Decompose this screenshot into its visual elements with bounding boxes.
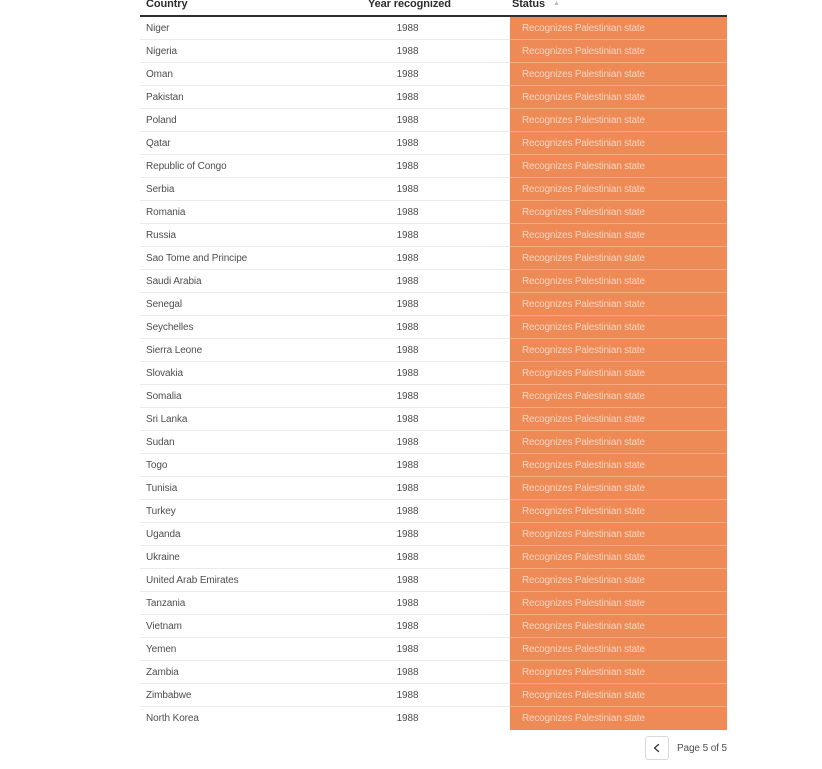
country-cell: Qatar bbox=[140, 132, 368, 155]
country-cell: Sao Tome and Principe bbox=[140, 247, 368, 270]
year-cell: 1988 bbox=[368, 316, 447, 339]
status-badge: Recognizes Palestinian state bbox=[510, 454, 727, 477]
year-cell: 1988 bbox=[368, 661, 447, 684]
table-row bbox=[140, 569, 727, 592]
table-row bbox=[140, 431, 727, 454]
table-row bbox=[140, 17, 727, 40]
table-body bbox=[140, 17, 727, 730]
column-spacer bbox=[447, 431, 510, 454]
table-row bbox=[140, 109, 727, 132]
year-cell: 1988 bbox=[368, 546, 447, 569]
year-cell: 1988 bbox=[368, 615, 447, 638]
country-cell: Togo bbox=[140, 454, 368, 477]
year-cell: 1988 bbox=[368, 523, 447, 546]
table-row bbox=[140, 132, 727, 155]
country-cell: Sri Lanka bbox=[140, 408, 368, 431]
year-cell: 1988 bbox=[368, 247, 447, 270]
column-spacer bbox=[447, 615, 510, 638]
status-badge: Recognizes Palestinian state bbox=[510, 592, 727, 615]
table-row bbox=[140, 40, 727, 63]
status-badge: Recognizes Palestinian state bbox=[510, 500, 727, 523]
country-cell: Zambia bbox=[140, 661, 368, 684]
column-spacer bbox=[447, 86, 510, 109]
page-indicator: Page 5 of 5 bbox=[676, 742, 727, 754]
column-spacer bbox=[447, 362, 510, 385]
column-spacer bbox=[447, 638, 510, 661]
year-cell: 1988 bbox=[368, 224, 447, 247]
column-spacer bbox=[447, 224, 510, 247]
column-spacer bbox=[447, 40, 510, 63]
country-cell: Yemen bbox=[140, 638, 368, 661]
year-cell: 1988 bbox=[368, 569, 447, 592]
previous-page-button[interactable] bbox=[645, 736, 669, 760]
column-spacer bbox=[447, 500, 510, 523]
status-badge: Recognizes Palestinian state bbox=[510, 684, 727, 707]
country-cell: Nigeria bbox=[140, 40, 368, 63]
status-badge: Recognizes Palestinian state bbox=[510, 477, 727, 500]
table-row bbox=[140, 155, 727, 178]
recognition-table bbox=[140, 0, 727, 730]
column-spacer bbox=[447, 247, 510, 270]
year-cell: 1988 bbox=[368, 638, 447, 661]
column-header-year-recognized[interactable]: Year recognized bbox=[368, 0, 451, 10]
chevron-left-icon bbox=[651, 742, 663, 754]
column-spacer bbox=[447, 339, 510, 362]
status-badge: Recognizes Palestinian state bbox=[510, 385, 727, 408]
status-badge: Recognizes Palestinian state bbox=[510, 293, 727, 316]
country-cell: Zimbabwe bbox=[140, 684, 368, 707]
column-spacer bbox=[447, 707, 510, 730]
column-header-status[interactable] bbox=[510, 0, 727, 10]
table-row bbox=[140, 270, 727, 293]
column-spacer bbox=[447, 523, 510, 546]
country-cell: Turkey bbox=[140, 500, 368, 523]
column-spacer bbox=[447, 385, 510, 408]
status-badge: Recognizes Palestinian state bbox=[510, 362, 727, 385]
year-cell: 1988 bbox=[368, 431, 447, 454]
column-spacer bbox=[447, 569, 510, 592]
country-cell: Uganda bbox=[140, 523, 368, 546]
status-badge: Recognizes Palestinian state bbox=[510, 661, 727, 684]
status-badge: Recognizes Palestinian state bbox=[510, 569, 727, 592]
year-cell: 1988 bbox=[368, 339, 447, 362]
status-badge: Recognizes Palestinian state bbox=[510, 408, 727, 431]
table-row bbox=[140, 500, 727, 523]
table-row bbox=[140, 362, 727, 385]
status-badge: Recognizes Palestinian state bbox=[510, 431, 727, 454]
status-badge: Recognizes Palestinian state bbox=[510, 224, 727, 247]
status-badge: Recognizes Palestinian state bbox=[510, 86, 727, 109]
status-badge: Recognizes Palestinian state bbox=[510, 546, 727, 569]
country-cell: Ukraine bbox=[140, 546, 368, 569]
column-spacer bbox=[447, 17, 510, 40]
status-badge: Recognizes Palestinian state bbox=[510, 40, 727, 63]
column-header-country[interactable]: Country bbox=[146, 0, 188, 10]
country-cell: Somalia bbox=[140, 385, 368, 408]
table-row bbox=[140, 178, 727, 201]
column-spacer bbox=[447, 132, 510, 155]
status-badge: Recognizes Palestinian state bbox=[510, 132, 727, 155]
country-cell: Niger bbox=[140, 17, 368, 40]
year-cell: 1988 bbox=[368, 477, 447, 500]
year-cell: 1988 bbox=[368, 293, 447, 316]
status-badge: Recognizes Palestinian state bbox=[510, 109, 727, 132]
status-badge: Recognizes Palestinian state bbox=[510, 201, 727, 224]
country-cell: North Korea bbox=[146, 712, 199, 724]
table-header-row bbox=[140, 0, 727, 17]
country-cell: Tunisia bbox=[140, 477, 368, 500]
year-cell: 1988 bbox=[368, 454, 447, 477]
country-cell: Tanzania bbox=[140, 592, 368, 615]
table-row bbox=[140, 316, 727, 339]
country-cell: Seychelles bbox=[140, 316, 368, 339]
country-cell: Sudan bbox=[140, 431, 368, 454]
status-badge: Recognizes Palestinian state bbox=[510, 638, 727, 661]
table-row bbox=[140, 615, 727, 638]
table-row bbox=[140, 247, 727, 270]
status-badge: Recognizes Palestinian state bbox=[510, 316, 727, 339]
table-row bbox=[140, 339, 727, 362]
status-badge: Recognizes Palestinian state bbox=[510, 17, 727, 40]
table-row bbox=[140, 592, 727, 615]
status-badge: Recognizes Palestinian state bbox=[510, 615, 727, 638]
table-row bbox=[140, 201, 727, 224]
year-cell: 1988 bbox=[368, 40, 447, 63]
sort-ascending-icon: ▲ bbox=[553, 0, 560, 7]
country-cell: Romania bbox=[140, 201, 368, 224]
table-row bbox=[140, 546, 727, 569]
year-cell: 1988 bbox=[368, 109, 447, 132]
column-spacer bbox=[447, 155, 510, 178]
year-cell: 1988 bbox=[368, 86, 447, 109]
table-row bbox=[140, 684, 727, 707]
status-badge: Recognizes Palestinian state bbox=[510, 247, 727, 270]
country-cell: Republic of Congo bbox=[140, 155, 368, 178]
year-cell: 1988 bbox=[368, 63, 447, 86]
column-spacer bbox=[447, 408, 510, 431]
country-cell: Sierra Leone bbox=[140, 339, 368, 362]
table-row bbox=[140, 523, 727, 546]
table-row bbox=[140, 224, 727, 247]
table-row bbox=[140, 454, 727, 477]
table-row bbox=[140, 477, 727, 500]
year-cell: 1988 bbox=[368, 385, 447, 408]
country-cell: United Arab Emirates bbox=[140, 569, 368, 592]
year-cell: 1988 bbox=[368, 684, 447, 707]
status-badge: Recognizes Palestinian state bbox=[510, 523, 727, 546]
table-row bbox=[140, 661, 727, 684]
column-spacer bbox=[447, 454, 510, 477]
column-spacer bbox=[447, 661, 510, 684]
column-spacer bbox=[447, 316, 510, 339]
column-spacer bbox=[447, 178, 510, 201]
pagination bbox=[645, 736, 727, 760]
status-badge: Recognizes Palestinian state bbox=[510, 339, 727, 362]
year-cell: 1988 bbox=[368, 500, 447, 523]
column-header-status-label: Status bbox=[512, 0, 546, 10]
status-badge: Recognizes Palestinian state bbox=[510, 155, 727, 178]
status-badge: Recognizes Palestinian state bbox=[510, 178, 727, 201]
country-cell: Poland bbox=[140, 109, 368, 132]
year-cell: 1988 bbox=[368, 178, 447, 201]
year-cell: 1988 bbox=[368, 362, 447, 385]
year-cell: 1988 bbox=[368, 408, 447, 431]
table-row bbox=[140, 63, 727, 86]
country-cell: Saudi Arabia bbox=[140, 270, 368, 293]
column-spacer bbox=[447, 201, 510, 224]
column-spacer bbox=[447, 293, 510, 316]
table-row bbox=[140, 638, 727, 661]
country-cell: Slovakia bbox=[140, 362, 368, 385]
year-cell: 1988 bbox=[368, 155, 447, 178]
column-spacer bbox=[447, 477, 510, 500]
status-badge: Recognizes Palestinian state bbox=[510, 63, 727, 86]
year-cell: 1988 bbox=[396, 712, 419, 724]
table-row bbox=[140, 408, 727, 431]
table-row bbox=[140, 707, 727, 730]
column-spacer bbox=[447, 546, 510, 569]
country-cell: Russia bbox=[140, 224, 368, 247]
country-cell: Pakistan bbox=[140, 86, 368, 109]
year-cell: 1988 bbox=[368, 132, 447, 155]
status-badge: Recognizes Palestinian state bbox=[510, 270, 727, 293]
country-cell: Vietnam bbox=[140, 615, 368, 638]
table-row bbox=[140, 86, 727, 109]
year-cell: 1988 bbox=[368, 592, 447, 615]
column-spacer bbox=[447, 270, 510, 293]
column-spacer bbox=[447, 592, 510, 615]
country-cell: Oman bbox=[140, 63, 368, 86]
year-cell: 1988 bbox=[368, 201, 447, 224]
column-spacer bbox=[447, 684, 510, 707]
table-row bbox=[140, 385, 727, 408]
column-spacer bbox=[447, 63, 510, 86]
year-cell: 1988 bbox=[368, 270, 447, 293]
column-spacer bbox=[447, 109, 510, 132]
status-badge: Recognizes Palestinian state bbox=[510, 707, 727, 730]
country-cell: Serbia bbox=[140, 178, 368, 201]
year-cell: 1988 bbox=[368, 17, 447, 40]
table-row bbox=[140, 293, 727, 316]
country-cell: Senegal bbox=[140, 293, 368, 316]
